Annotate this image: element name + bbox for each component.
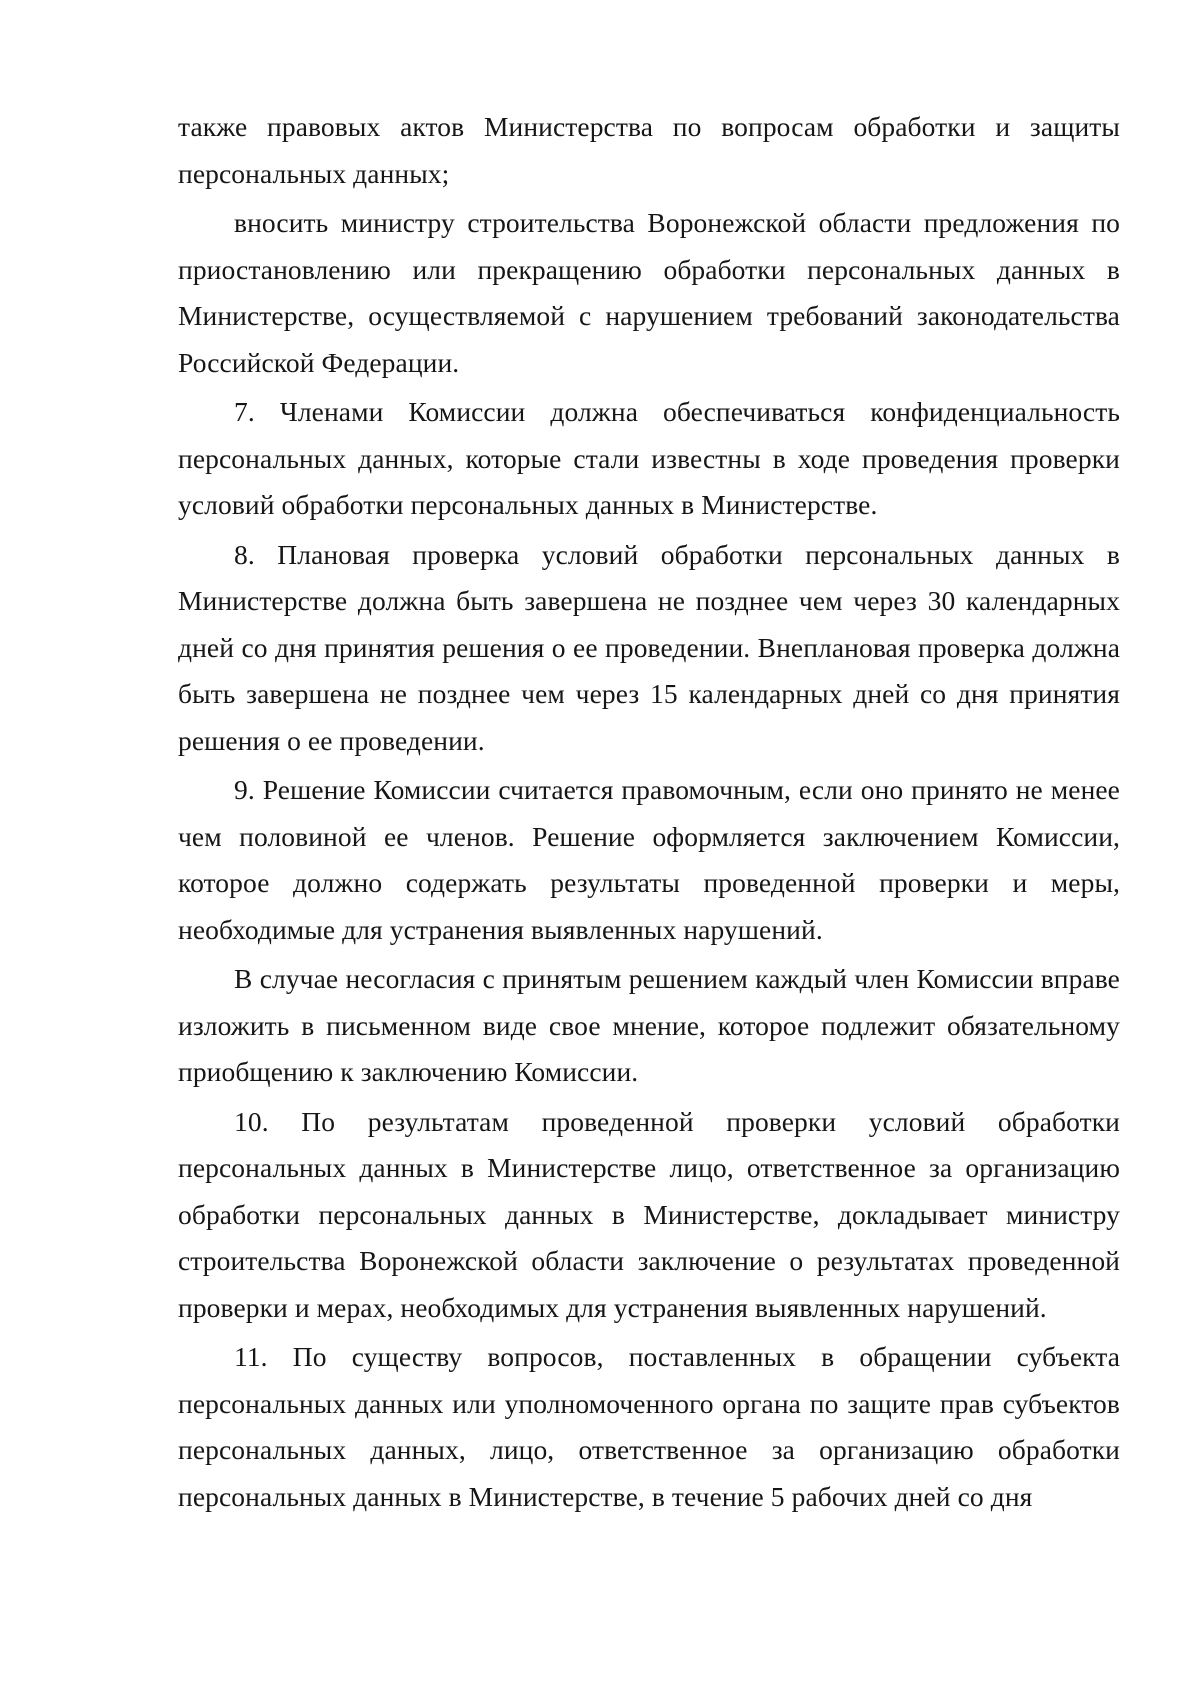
paragraph-item-8: 8. Плановая проверка условий обработки персональных данных в Министерстве должна быть завершена не позднее чем через 30 календарных дней со дня принятия решения о ее проведении. Внеплановая проверка должна быть завершена не позднее чем через 15 календарных дней со дня принятия решения о ее проведении. — [178, 538, 1120, 756]
paragraph-item-9: 9. Решение Комиссии считается правомочным, если оно принято не менее чем половиной ее членов. Решение оформляется заключением Комиссии, которое должно содержать результаты проведенной проверки и меры, необходимые для устранения выявленных нарушений. — [178, 774, 1120, 945]
paragraph-item-7: 7. Членами Комиссии должна обеспечиваться конфиденциальность персональных данных, которые стали известны в ходе проведения проверки условий обработки персональных данных в Министерстве. — [178, 396, 1120, 520]
paragraph-disagreement: В случае несогласия с принятым решением каждый член Комиссии вправе изложить в письменном виде свое мнение, которое подлежит обязательному приобщению к заключению Комиссии. — [178, 963, 1120, 1087]
document-body — [178, 104, 1120, 1520]
paragraph-item-10: 10. По результатам проведенной проверки условий обработки персональных данных в Министерстве лицо, ответственное за организацию обработки персональных данных в Министерстве, докладывает министру строительства Воронежской области заключение о результатах проведенной проверки и мерах, необходимых для устранения выявленных нарушений. — [178, 1105, 1120, 1323]
paragraph-continuation: также правовых актов Министерства по вопросам обработки и защиты персональных данных; — [178, 111, 1120, 189]
paragraph-proposals: вносить министру строительства Воронежской области предложения по приостановлению или прекращению обработки персональных данных в Министерстве, осуществляемой с нарушением требований законодательства Российской Федерации. — [178, 207, 1120, 378]
paragraph-item-11: 11. По существу вопросов, поставленных в обращении субъекта персональных данных или уполномоченного органа по защите прав субъектов персональных данных, лицо, ответственное за организацию обработки персональных данных в Министерстве, в течение 5 рабочих дней со дня — [178, 1341, 1120, 1512]
